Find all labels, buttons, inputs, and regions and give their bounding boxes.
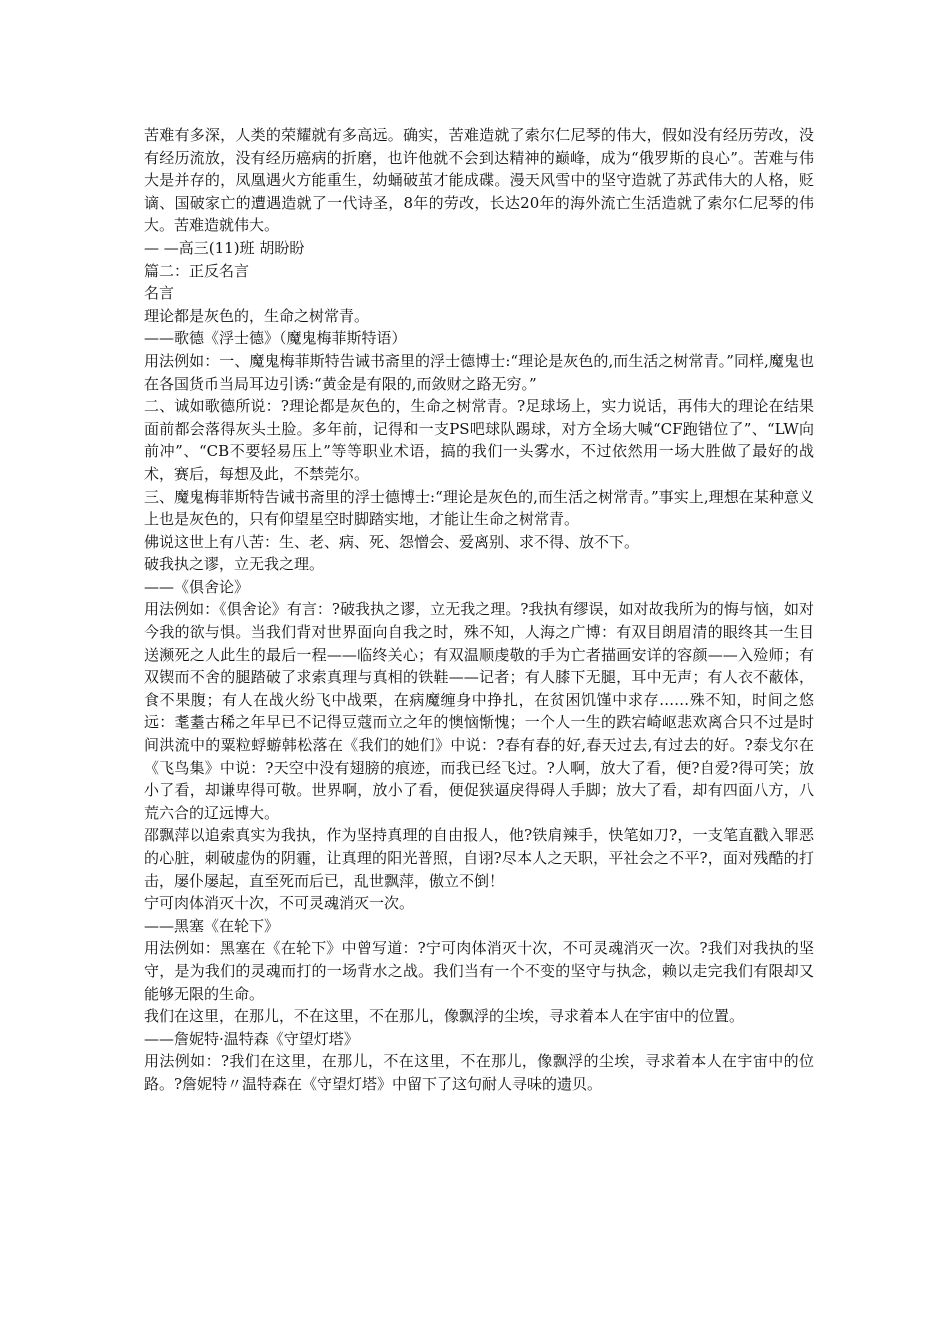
author-signature: — —高三(11)班 胡盼盼 — [144, 238, 305, 257]
paragraph-suffering-greatness: 苦难有多深，人类的荣耀就有多高远。确实，苦难造就了索尔仁尼琴的伟大，假如没有经历劳改，没有经历流放，没有经历癌病的折磨，也许他就不会到达精神的巅峰，成为“俄罗斯的良心”。苦难与伟大是并存的，凤凰遇火方能重生，幼蛹破茧才能成碟。漫天风雪中的坚守造就了苏武伟大的人格，贬谪、国破家亡的遭遇造就了一代诗圣，8年的劳改，长达20年的海外流亡生活造就了索尔仁尼琴的伟大。苦难造就伟大。 — [144, 126, 814, 235]
quote-winterson: 我们在这里，在那儿，不在这里，不在那儿，像飘浮的尘埃，寻求着本人在宇宙中的位置。 — [144, 1007, 745, 1026]
quote-hesse: 宁可肉体消灭十次，不可灵魂消灭一次。 — [144, 894, 415, 913]
quote-source-winterson: ——詹妮特·温特森《守望灯塔》 — [144, 1029, 359, 1048]
section-heading: 篇二：正反名言 — [144, 261, 250, 280]
quote-goethe: 理论都是灰色的，生命之树常青。 — [144, 306, 370, 325]
quote-source-hesse: ——黑塞《在轮下》 — [144, 916, 280, 935]
usage-example-winterson: 用法例如：?我们在这里，在那儿，不在这里，不在那儿，像飘浮的尘埃，寻求着本人在宇宙中的位路。?詹妮特〃温特森在《守望灯塔》中留下了这句耐人寻味的遗贝。 — [144, 1052, 814, 1093]
usage-example-hesse: 用法例如：黑塞在《在轮下》中曾写道：?宁可肉体消灭十次，不可灵魂消灭一次。?我们对我执的坚守，是为我们的灵魂而打的一场背水之战。我们当有一个不变的坚守与执念，赖以走完我们有限却又能够无限的生命。 — [144, 939, 814, 1003]
paragraph-shao-piaoping: 邵飘萍以追索真实为我执，作为坚持真理的自由报人，他?铁肩辣手，快笔如刀?，一支笔直戳入罪恶的心脏，刺破虚伪的阴霾，让真理的阳光普照，自诩?尽本人之天职，平社会之不平?，面对残酷的打击，屡仆屡起，直至死而后已，乱世飘萍，傲立不倒！ — [144, 826, 814, 890]
usage-example-abhidharma: 用法例如：《俱舍论》有言：?破我执之谬，立无我之理。?我执有缪误，如对故我所为的悔与恼，如对今我的欲与惧。当我们背对世界面向自我之时，殊不知，人海之广博：有双目朗眉清的眼终其一生目送濒死之人此生的最后一程——临终关心；有双温顺虔敬的手为亡者描画安详的容颜——入殓师；有双锲而不舍的腿踏破了求索真理与真相的铁鞋——记者；有人膝下无腿，耳中无声；有人衣不蔽体，食不果腹；有人在战火纷飞中战栗，在病魔缠身中挣扎，在贫困饥馑中求存……殊不知，时间之悠远：耄耋古稀之年早已不记得豆蔻而立之年的懊恼惭愧；一个人一生的跌宕崎岖悲欢离合只不过是时间洪流中的粟粒蜉蝣韩松落在《我们的她们》中说：?春有春的好,春天过去,有过去的好。?泰戈尔在《飞鸟集》中说：?天空中没有翅膀的痕迹，而我已经飞过。?人啊，放大了看，便?自爱?得可笑；放小了看，却谦卑得可敬。世界啊，放小了看，便促狭逼戾得碍人手脚；放大了看，却有四面八方，八荒六合的辽远博大。 — [144, 600, 814, 822]
subheading-quotes: 名言 — [144, 284, 175, 303]
quote-source-abhidharma: ——《俱舍论》 — [144, 577, 250, 596]
document-body — [144, 124, 814, 1096]
usage-example-goethe-1: 用法例如：一、魔鬼梅菲斯特告诫书斋里的浮士德博士:“理论是灰色的,而生活之树常青。”同样,魔鬼也在各国货币当局耳边引诱:“黄金是有限的,而敛财之路无穷。” — [144, 351, 814, 393]
quote-source-goethe: ——歌德《浮士德》（魔鬼梅菲斯特语） — [144, 329, 407, 348]
quote-buddha-eight-sufferings: 佛说这世上有八苦：生、老、病、死、怨憎会、爱离别、求不得、放不下。 — [144, 532, 640, 551]
quote-abhidharma: 破我执之谬，立无我之理。 — [144, 555, 325, 574]
usage-example-goethe-2: 二、诚如歌德所说：?理论都是灰色的，生命之树常青。?足球场上，实力说话，再伟大的理论在结果面前都会落得灰头土脸。多年前，记得和一支PS吧球队踢球，对方全场大喊“CF跑错位了”、“LW向前冲”、“CB不要轻易压上”等等职业术语，搞的我们一头雾水，不过依然用一场大胜做了最好的战术，赛后，每想及此，不禁莞尔。 — [144, 397, 814, 483]
usage-example-goethe-3: 三、魔鬼梅菲斯特告诫书斋里的浮士德博士:“理论是灰色的,而生活之树常青。”事实上,理想在某种意义上也是灰色的，只有仰望星空时脚踏实地，才能让生命之树常青。 — [144, 487, 814, 529]
